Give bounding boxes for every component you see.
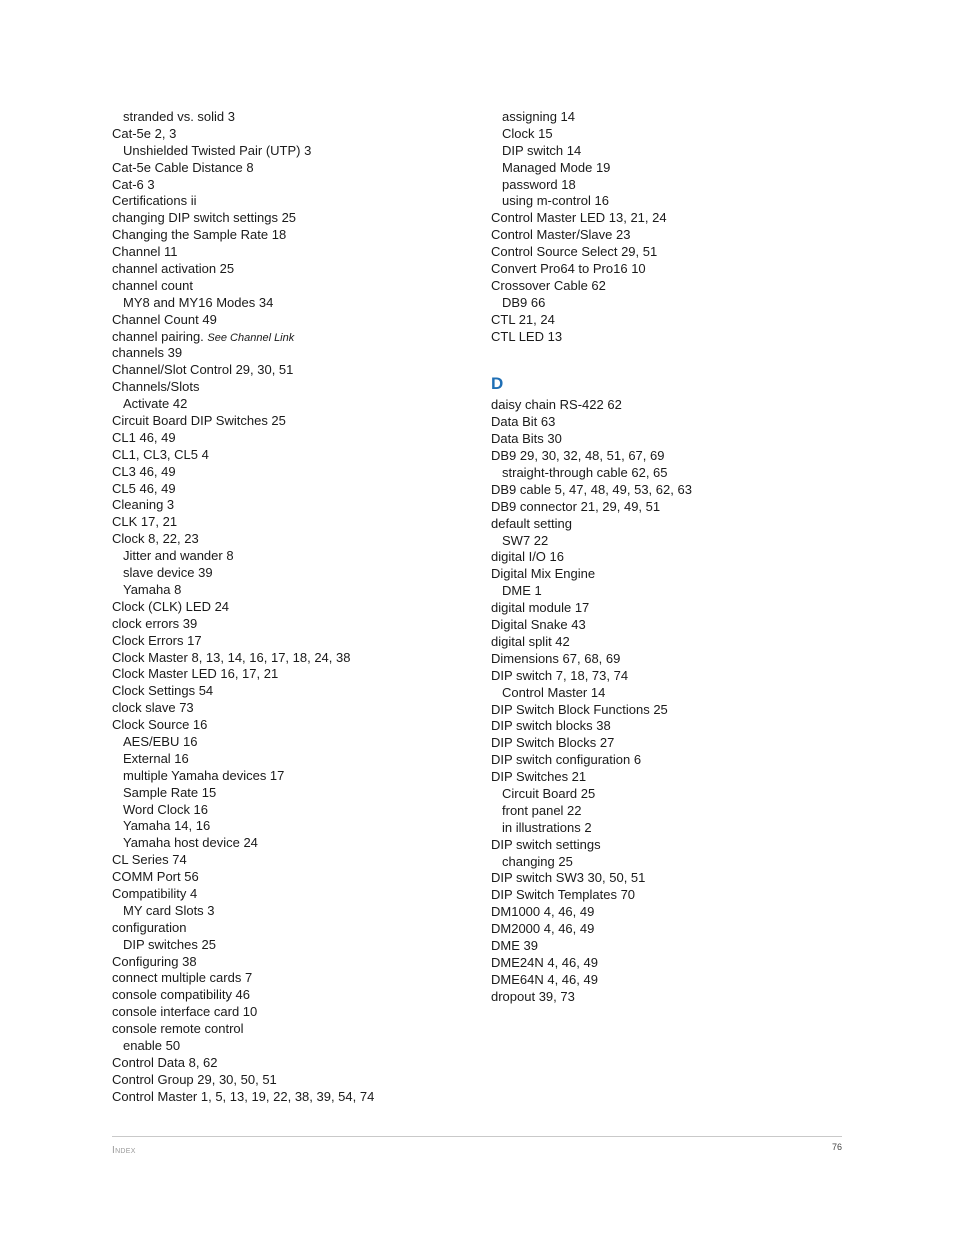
index-entry-text: in illustrations 2	[502, 819, 592, 835]
index-entry-text: DIP switches 25	[123, 936, 216, 952]
index-entry	[112, 464, 452, 481]
index-entry-text: password 18	[502, 176, 576, 192]
index-subentry	[491, 109, 831, 126]
index-subentry	[112, 109, 452, 126]
index-entry-text: SW7 22	[502, 532, 549, 548]
index-subentry	[112, 835, 452, 852]
index-entry-text: Data Bit 63	[491, 414, 556, 430]
index-entry-text: COMM Port 56	[112, 869, 199, 885]
index-subentry	[112, 565, 452, 582]
index-entry	[112, 244, 452, 261]
index-entry-text: Managed Mode 19	[502, 159, 611, 175]
index-entry-text: Clock Master 8, 13, 14, 16, 17, 18, 24, 38	[112, 649, 351, 665]
index-entry-text: DM2000 4, 46, 49	[491, 921, 595, 937]
index-entry-text: Yamaha 14, 16	[123, 818, 211, 834]
index-subentry	[112, 937, 452, 954]
index-entry-text: Cat-5e 2, 3	[112, 125, 177, 141]
index-entry-text: DME24N 4, 46, 49	[491, 954, 598, 970]
index-entry-text: DME64N 4, 46, 49	[491, 971, 598, 987]
index-entry	[112, 1004, 452, 1021]
index-entry	[112, 650, 452, 667]
index-entry	[491, 549, 831, 566]
index-subentry	[112, 768, 452, 785]
index-entry-text: clock errors 39	[112, 615, 198, 631]
index-entries-d	[491, 397, 831, 1005]
index-entry-text: console interface card 10	[112, 1004, 258, 1020]
index-entry-text: MY8 and MY16 Modes 34	[123, 294, 274, 310]
index-subentry	[491, 820, 831, 837]
page-number: 76	[831, 1142, 842, 1152]
index-entry-text: Digital Snake 43	[491, 617, 586, 633]
index-subentry	[491, 177, 831, 194]
index-entry-text: digital module 17	[491, 600, 590, 616]
index-entry	[491, 414, 831, 431]
index-entry	[112, 481, 452, 498]
index-subentry	[112, 903, 452, 920]
index-entry-text: AES/EBU 16	[123, 733, 198, 749]
index-subentry	[112, 785, 452, 802]
index-entry	[491, 668, 831, 685]
index-entry	[112, 497, 452, 514]
index-entry-text: stranded vs. solid 3	[123, 109, 236, 124]
index-entry-text: Control Data 8, 62	[112, 1054, 218, 1070]
index-entry	[491, 735, 831, 752]
index-entry	[491, 938, 831, 955]
index-entry-text: Clock 15	[502, 125, 553, 141]
index-subentry	[491, 160, 831, 177]
index-entry-text: DME 39	[491, 937, 538, 953]
index-entry-text: DME 1	[502, 583, 542, 599]
index-subentry	[112, 802, 452, 819]
index-column-right	[491, 109, 831, 1006]
index-entry	[112, 717, 452, 734]
index-entry	[112, 193, 452, 210]
index-entry	[112, 954, 452, 971]
index-entry	[491, 921, 831, 938]
index-entry	[491, 312, 831, 329]
index-entry	[112, 261, 452, 278]
index-entry	[491, 887, 831, 904]
index-entry	[491, 769, 831, 786]
index-subentry	[491, 143, 831, 160]
index-subentry	[491, 126, 831, 143]
index-subentry	[491, 786, 831, 803]
index-subentry	[491, 685, 831, 702]
index-entry	[112, 447, 452, 464]
index-entry-text: Circuit Board 25	[502, 785, 596, 801]
index-entry-text: DIP Switch Templates 70	[491, 887, 636, 903]
index-entry	[112, 666, 452, 683]
index-entry-text: channel pairing.	[112, 328, 208, 344]
index-entry-text: DIP switch settings	[491, 836, 601, 852]
index-entry	[491, 261, 831, 278]
index-entry-text: Yamaha host device 24	[123, 835, 258, 851]
index-subentry	[112, 582, 452, 599]
index-entry	[491, 600, 831, 617]
index-entry	[491, 634, 831, 651]
index-entry-text: Channel 11	[112, 244, 178, 260]
index-subentry	[491, 193, 831, 210]
index-entry	[112, 683, 452, 700]
index-entry-text: dropout 39, 73	[491, 988, 575, 1004]
index-entry-text: default setting	[491, 515, 572, 531]
index-entry	[112, 329, 452, 346]
index-entry	[491, 482, 831, 499]
index-entry	[112, 514, 452, 531]
index-entry	[112, 531, 452, 548]
index-entry	[112, 345, 452, 362]
index-entry	[112, 1072, 452, 1089]
index-entry-text: configuration	[112, 919, 187, 935]
index-subentry	[491, 854, 831, 871]
index-entry-text: straight-through cable 62, 65	[502, 465, 668, 481]
index-entry-text: slave device 39	[123, 565, 213, 581]
index-entry-text: DIP switch blocks 38	[491, 718, 611, 734]
index-entry	[491, 210, 831, 227]
index-entry-text: channels 39	[112, 345, 183, 361]
index-entry-text: Clock Errors 17	[112, 632, 202, 648]
index-entry-text: Control Source Select 29, 51	[491, 244, 658, 260]
index-entry	[491, 702, 831, 719]
index-entry-text: Clock Master LED 16, 17, 21	[112, 666, 279, 682]
index-entry	[491, 718, 831, 735]
index-entry	[112, 700, 452, 717]
index-entry-text: CL3 46, 49	[112, 463, 176, 479]
index-entry-text: Clock Settings 54	[112, 683, 214, 699]
index-subentry	[491, 295, 831, 312]
index-entry-text: MY card Slots 3	[123, 902, 215, 918]
index-entry-text: Clock (CLK) LED 24	[112, 598, 230, 614]
index-entry	[491, 516, 831, 533]
index-entry-text: Control Master/Slave 23	[491, 227, 631, 243]
index-subentry	[112, 143, 452, 160]
index-entry	[491, 870, 831, 887]
index-entry-text: channel activation 25	[112, 261, 235, 277]
index-entry	[491, 989, 831, 1006]
index-entry	[491, 431, 831, 448]
index-entry-text: Cat-5e Cable Distance 8	[112, 159, 254, 175]
index-entry-text: Clock Source 16	[112, 717, 208, 733]
index-entry-text: Data Bits 30	[491, 431, 562, 447]
index-entry	[112, 987, 452, 1004]
index-entry	[491, 227, 831, 244]
index-subentry	[491, 465, 831, 482]
index-entry	[112, 278, 452, 295]
index-entry	[491, 904, 831, 921]
index-entry	[491, 448, 831, 465]
index-entry	[112, 852, 452, 869]
index-entry-text: using m-control 16	[502, 193, 609, 209]
index-entry	[491, 244, 831, 261]
index-entry-text: Clock 8, 22, 23	[112, 531, 199, 547]
index-entry-text: DB9 66	[502, 294, 546, 310]
index-subentry	[112, 751, 452, 768]
index-entry	[112, 379, 452, 396]
index-entry	[491, 752, 831, 769]
index-entry-text: DIP switch configuration 6	[491, 752, 642, 768]
index-entry	[491, 651, 831, 668]
index-entry	[112, 362, 452, 379]
index-subentry	[112, 1038, 452, 1055]
index-entry-text: Dimensions 67, 68, 69	[491, 650, 621, 666]
index-entry	[112, 430, 452, 447]
index-entry	[491, 955, 831, 972]
index-entry-text: CTL LED 13	[491, 328, 563, 344]
index-entry-text: CL1, CL3, CL5 4	[112, 446, 209, 462]
index-entry-text: DIP Switches 21	[491, 769, 587, 785]
index-entry-text: assigning 14	[502, 109, 575, 124]
index-entry-text: DB9 29, 30, 32, 48, 51, 67, 69	[491, 448, 665, 464]
index-entry	[112, 920, 452, 937]
index-entry	[491, 972, 831, 989]
index-entry	[112, 970, 452, 987]
index-entry-text: CL Series 74	[112, 852, 187, 868]
index-entry-text: clock slave 73	[112, 700, 194, 716]
index-entry	[112, 413, 452, 430]
index-entry-text: Activate 42	[123, 396, 188, 412]
index-entry-text: Channel Count 49	[112, 311, 217, 327]
index-entry-text: Control Master 1, 5, 13, 19, 22, 38, 39, 54, 74	[112, 1088, 375, 1104]
index-entry-text: Control Master 14	[502, 684, 606, 700]
index-entry	[112, 633, 452, 650]
index-entry	[112, 210, 452, 227]
index-entry-text: Control Master LED 13, 21, 24	[491, 210, 667, 226]
index-entry-text: DB9 connector 21, 29, 49, 51	[491, 498, 661, 514]
index-entry-text: DIP switch 7, 18, 73, 74	[491, 667, 629, 683]
index-entry-text: Circuit Board DIP Switches 25	[112, 413, 286, 429]
index-entry-text: Unshielded Twisted Pair (UTP) 3	[123, 142, 312, 158]
index-entry-text: CL5 46, 49	[112, 480, 176, 496]
index-entry-text: Control Group 29, 30, 50, 51	[112, 1071, 277, 1087]
index-entry-text: CL1 46, 49	[112, 429, 176, 445]
index-entry-text: Channels/Slots	[112, 379, 200, 395]
index-entry	[491, 397, 831, 414]
index-subentry	[112, 548, 452, 565]
index-entry-text: Digital Mix Engine	[491, 566, 596, 582]
index-entry-text: digital split 42	[491, 633, 570, 649]
index-entry-text: Configuring 38	[112, 953, 197, 969]
index-entry	[112, 160, 452, 177]
index-entry-text: changing 25	[502, 853, 573, 869]
index-subentry	[491, 803, 831, 820]
index-entry-text: channel count	[112, 277, 193, 293]
index-entry-text: enable 50	[123, 1037, 181, 1053]
index-entry	[112, 126, 452, 143]
index-entry-text: DIP Switch Blocks 27	[491, 735, 615, 751]
index-entry	[112, 599, 452, 616]
index-subentry	[112, 396, 452, 413]
index-entry-text: connect multiple cards 7	[112, 970, 253, 986]
index-entry-text: Changing the Sample Rate 18	[112, 227, 287, 243]
index-subentry	[112, 818, 452, 835]
see-reference: See Channel Link	[207, 331, 295, 344]
index-entry-text: Sample Rate 15	[123, 784, 217, 800]
index-entry-text: changing DIP switch settings 25	[112, 210, 297, 226]
index-entry-text: daisy chain RS-422 62	[491, 397, 622, 413]
index-entry	[112, 227, 452, 244]
index-entry	[112, 312, 452, 329]
index-entry	[112, 1021, 452, 1038]
index-entry-text: Compatibility 4	[112, 885, 198, 901]
index-column-left	[112, 109, 452, 1106]
index-entry-text: Jitter and wander 8	[123, 548, 234, 564]
index-entry-text: Cat-6 3	[112, 176, 155, 192]
index-entries-c-continued	[491, 109, 831, 345]
index-entry	[112, 616, 452, 633]
section-letter-d: D	[491, 374, 504, 394]
index-subentry	[112, 295, 452, 312]
index-entry-text: digital I/O 16	[491, 549, 564, 565]
index-entry	[491, 278, 831, 295]
index-entry-text: console compatibility 46	[112, 987, 251, 1003]
index-entry	[112, 1055, 452, 1072]
footer-divider	[112, 1136, 842, 1137]
index-entry-text: Cleaning 3	[112, 497, 175, 513]
index-entry-text: Convert Pro64 to Pro16 10	[491, 261, 646, 277]
index-entry	[491, 329, 831, 346]
index-entry-text: CLK 17, 21	[112, 514, 178, 530]
index-entry-text: Certifications ii	[112, 193, 197, 209]
index-entry-text: console remote control	[112, 1021, 244, 1037]
index-entry-text: DB9 cable 5, 47, 48, 49, 53, 62, 63	[491, 481, 692, 497]
index-entry-text: Word Clock 16	[123, 801, 209, 817]
index-entry	[112, 869, 452, 886]
index-entry	[112, 1089, 452, 1106]
index-entry-text: Crossover Cable 62	[491, 277, 606, 293]
index-entry	[491, 566, 831, 583]
index-subentry	[491, 583, 831, 600]
index-entry	[112, 177, 452, 194]
index-entry-text: CTL 21, 24	[491, 311, 555, 327]
index-entry	[491, 617, 831, 634]
index-entry-text: DIP Switch Block Functions 25	[491, 701, 668, 717]
index-entry-text: multiple Yamaha devices 17	[123, 767, 285, 783]
index-entry-text: front panel 22	[502, 802, 582, 818]
footer-section-label: Index	[112, 1145, 136, 1156]
index-entry-text: DIP switch SW3 30, 50, 51	[491, 870, 646, 886]
index-entry	[491, 837, 831, 854]
index-subentry	[491, 533, 831, 550]
index-entry-text: DM1000 4, 46, 49	[491, 904, 595, 920]
index-entry-text: Yamaha 8	[123, 581, 182, 597]
index-entry	[112, 886, 452, 903]
index-entry-text: DIP switch 14	[502, 142, 582, 158]
index-entry-text: Channel/Slot Control 29, 30, 51	[112, 362, 294, 378]
index-entry	[491, 499, 831, 516]
index-entry-text: External 16	[123, 750, 189, 766]
index-subentry	[112, 734, 452, 751]
